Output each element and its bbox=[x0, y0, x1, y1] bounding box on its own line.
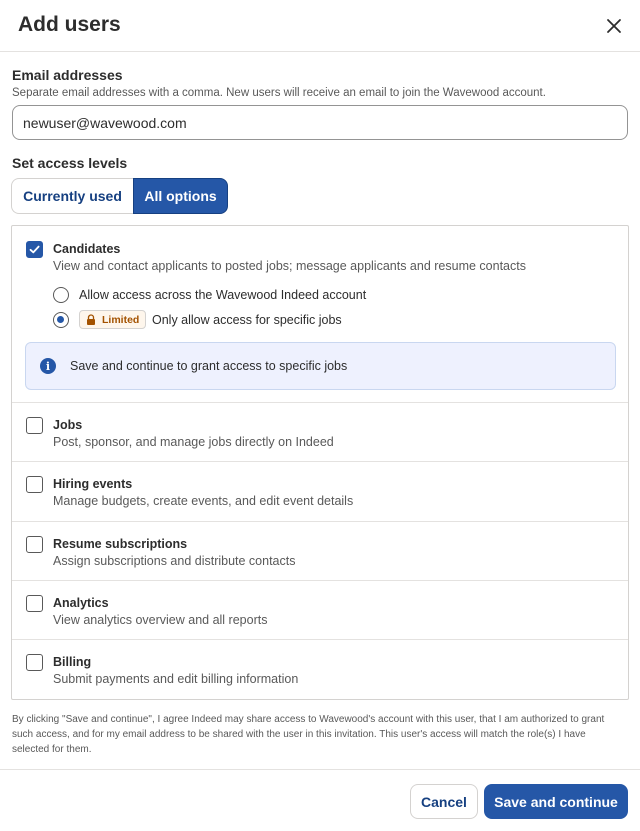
check-icon bbox=[28, 243, 41, 256]
jobs-desc: Post, sponsor, and manage jobs directly on Indeed bbox=[53, 435, 334, 449]
resume-subscriptions-title: Resume subscriptions bbox=[53, 537, 188, 551]
dialog-header bbox=[0, 0, 640, 52]
jobs-checkbox[interactable] bbox=[26, 417, 43, 434]
tab-currently-used[interactable]: Currently used bbox=[11, 178, 133, 214]
permission-jobs bbox=[12, 403, 628, 462]
candidates-title: Candidates bbox=[53, 242, 121, 256]
radio-specific-jobs[interactable] bbox=[53, 312, 69, 328]
hiring-events-desc: Manage budgets, create events, and edit event details bbox=[53, 494, 354, 508]
permission-billing bbox=[12, 640, 628, 699]
permission-resume-subscriptions bbox=[12, 522, 628, 581]
info-banner-text: Save and continue to grant access to specific jobs bbox=[70, 359, 348, 373]
dialog-footer bbox=[0, 769, 640, 831]
permissions-list bbox=[11, 225, 629, 700]
lock-icon bbox=[86, 314, 96, 326]
billing-desc: Submit payments and edit billing information bbox=[53, 672, 299, 686]
radio-all-account[interactable] bbox=[53, 287, 69, 303]
access-levels-label: Set access levels bbox=[12, 155, 128, 171]
dialog-title: Add users bbox=[18, 13, 121, 36]
limited-badge bbox=[79, 310, 146, 329]
limited-badge-label: Limited bbox=[102, 313, 140, 326]
radio-specific-jobs-label: Only allow access for specific jobs bbox=[152, 313, 342, 327]
save-and-continue-button[interactable]: Save and continue bbox=[484, 784, 628, 819]
email-help-text: Separate email addresses with a comma. New users will receive an email to join the Wavewood account. bbox=[12, 87, 546, 99]
close-button[interactable] bbox=[600, 13, 628, 39]
info-icon: i bbox=[40, 358, 56, 374]
tab-all-options[interactable]: All options bbox=[133, 178, 228, 214]
candidates-desc: View and contact applicants to posted jobs; message applicants and resume contacts bbox=[53, 259, 526, 273]
analytics-desc: View analytics overview and all reports bbox=[53, 613, 268, 627]
permission-candidates bbox=[12, 226, 628, 403]
analytics-checkbox[interactable] bbox=[26, 595, 43, 612]
legal-disclaimer: By clicking "Save and continue", I agree Indeed may share access to Wavewood's account with this user, that I am authorized to grant such access, and for my email address to be shared with the user in this invitation. This user's access will match the role(s) I have selected for them. bbox=[12, 714, 605, 755]
billing-checkbox[interactable] bbox=[26, 654, 43, 671]
analytics-title: Analytics bbox=[53, 596, 109, 610]
billing-title: Billing bbox=[53, 655, 92, 669]
hiring-events-checkbox[interactable] bbox=[26, 476, 43, 493]
permission-analytics bbox=[12, 581, 628, 640]
info-banner bbox=[25, 342, 616, 390]
email-label: Email addresses bbox=[12, 67, 123, 83]
resume-subscriptions-desc: Assign subscriptions and distribute contacts bbox=[53, 554, 296, 568]
candidates-checkbox[interactable] bbox=[26, 241, 43, 258]
jobs-title: Jobs bbox=[53, 418, 83, 432]
cancel-button[interactable]: Cancel bbox=[410, 784, 478, 819]
close-icon bbox=[600, 13, 628, 39]
permission-hiring-events bbox=[12, 462, 628, 522]
email-input[interactable] bbox=[12, 105, 628, 140]
resume-subscriptions-checkbox[interactable] bbox=[26, 536, 43, 553]
hiring-events-title: Hiring events bbox=[53, 477, 133, 491]
access-toggle bbox=[11, 178, 228, 214]
radio-all-account-label: Allow access across the Wavewood Indeed account bbox=[79, 288, 367, 302]
